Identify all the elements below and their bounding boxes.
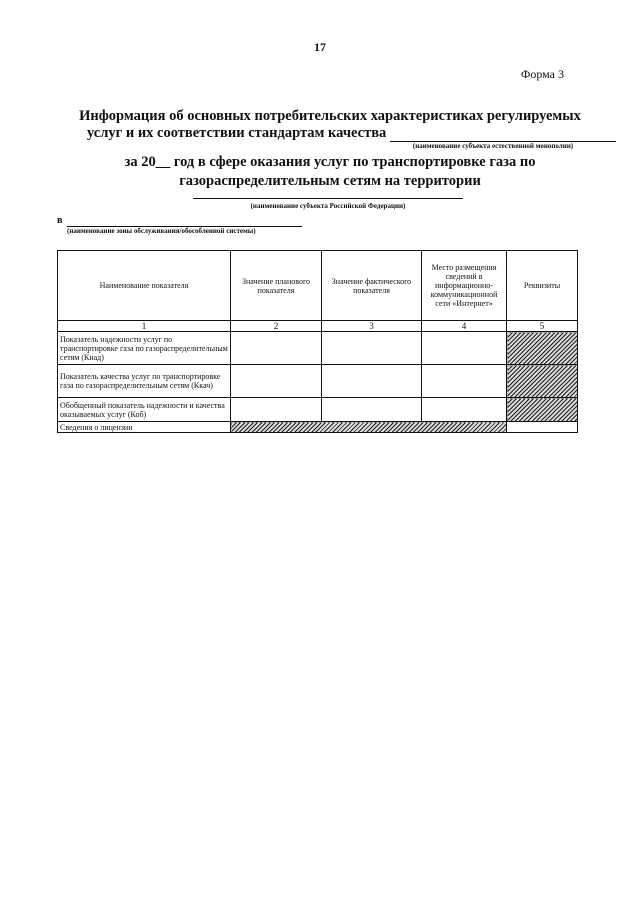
actual-value-cell[interactable]	[322, 398, 422, 422]
actual-value-cell[interactable]	[322, 365, 422, 398]
hatched-cell	[231, 422, 507, 433]
zone-caption: (наименование зоны обслуживания/обособленной системы)	[67, 227, 256, 235]
header-internet-location: Место размещения сведений в информационно-коммуникационной сети «Интернет»	[422, 251, 507, 321]
requisites-cell[interactable]	[507, 422, 578, 433]
column-number: 2	[231, 321, 322, 332]
hatched-cell	[507, 332, 578, 365]
planned-value-cell[interactable]	[231, 332, 322, 365]
internet-location-cell[interactable]	[422, 365, 507, 398]
column-number: 5	[507, 321, 578, 332]
title-line-4: газораспределительным сетям на территории	[179, 173, 481, 189]
title-line-1: Информация об основных потребительских характеристиках регулируемых	[79, 108, 581, 124]
table-row	[58, 332, 578, 365]
table-row	[58, 365, 578, 398]
monopoly-caption: (наименование субъекта естественной монополии)	[412, 142, 574, 150]
page-number: 17	[314, 40, 326, 54]
title-line-2-row	[87, 124, 616, 142]
region-caption: (наименование субъекта Российской Федерации)	[250, 202, 406, 210]
planned-value-cell[interactable]	[231, 398, 322, 422]
title-line-3: за 20__ год в сфере оказания услуг по транспортировке газа по	[124, 154, 536, 170]
planned-value-cell[interactable]	[231, 365, 322, 398]
column-number: 3	[322, 321, 422, 332]
internet-location-cell[interactable]	[422, 398, 507, 422]
column-number: 1	[58, 321, 231, 332]
row-label: Обобщенный показатель надежности и качества оказываемых услуг (Коб)	[58, 398, 231, 422]
zone-prefix: в	[57, 215, 63, 226]
header-indicator-name: Наименование показателя	[58, 251, 231, 321]
hatched-cell	[507, 398, 578, 422]
form-label: Форма 3	[520, 67, 564, 81]
hatched-cell	[507, 365, 578, 398]
column-number: 4	[422, 321, 507, 332]
table-header-row	[58, 251, 578, 321]
table-row	[58, 422, 578, 433]
row-label: Показатель качества услуг по транспортировке газа по газораспределительным сетям (Ккач)	[58, 365, 231, 398]
actual-value-cell[interactable]	[322, 332, 422, 365]
row-label: Сведения о лицензии	[58, 422, 231, 433]
column-number-row	[58, 321, 578, 332]
header-actual-value: Значение фактического показателя	[322, 251, 422, 321]
table-row	[58, 398, 578, 422]
title-line-2: услуг и их соответствии стандартам качества	[87, 125, 387, 141]
characteristics-table	[57, 250, 578, 433]
region-blank	[193, 198, 463, 199]
monopoly-name-blank	[390, 126, 616, 142]
row-label: Показатель надежности услуг по транспортировке газа по газораспределительным сетям (Кнад)	[58, 332, 231, 365]
internet-location-cell[interactable]	[422, 332, 507, 365]
header-planned-value: Значение планового показателя	[231, 251, 322, 321]
header-requisites: Реквизиты	[507, 251, 578, 321]
title-line-3-4	[60, 153, 600, 191]
